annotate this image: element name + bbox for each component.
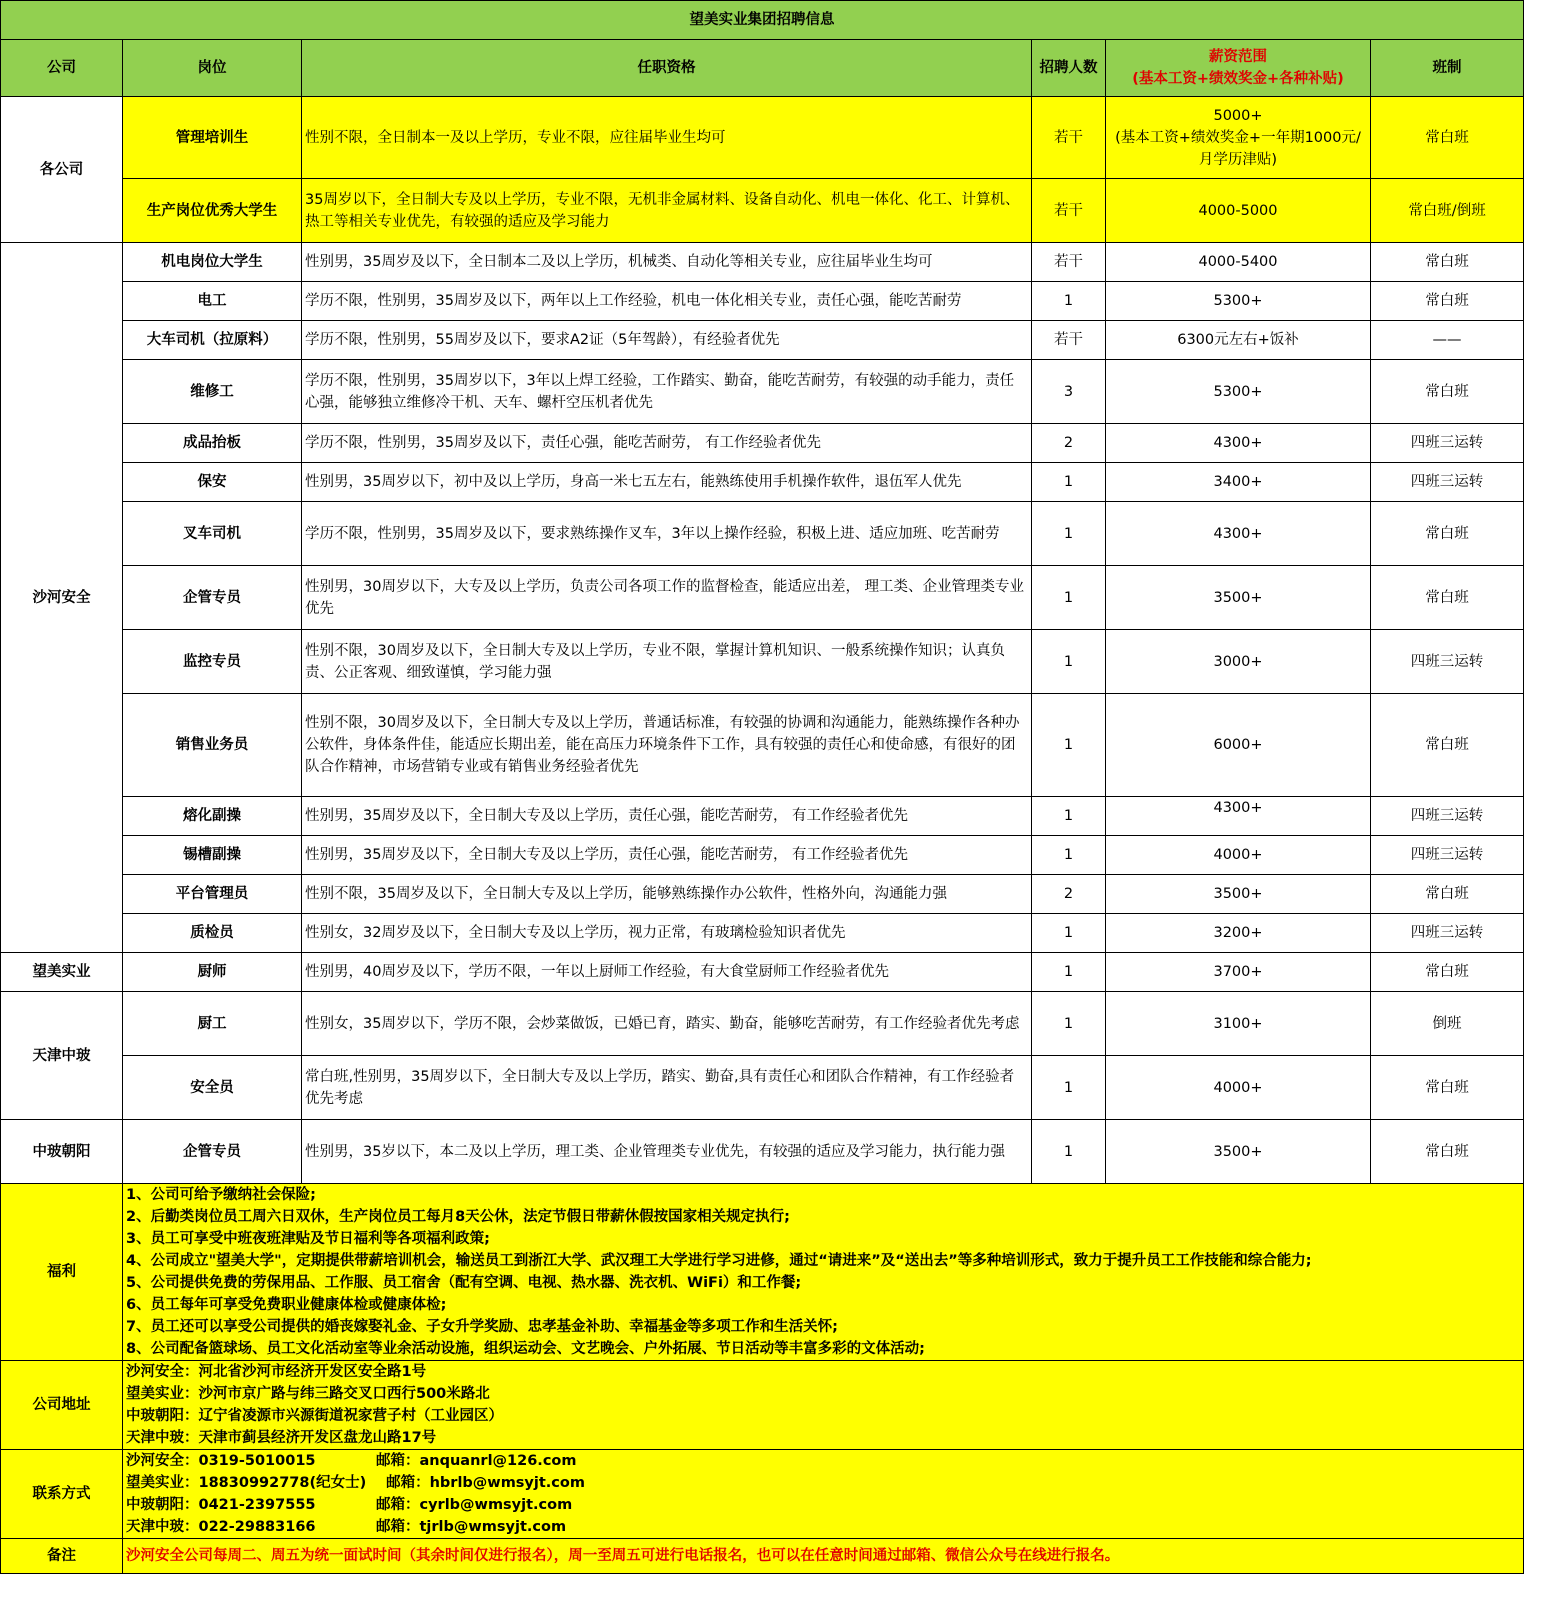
salary-cell: 3500+ — [1106, 566, 1371, 630]
shift-cell: 常白班 — [1371, 1120, 1524, 1184]
shift-cell: 常白班 — [1371, 953, 1524, 992]
company-cell: 沙河安全 — [1, 243, 123, 953]
benefit-item: 3、员工可享受中班夜班津贴及节日福利等各项福利政策; — [126, 1231, 490, 1247]
count-cell: 若干 — [1032, 97, 1106, 179]
header-position: 岗位 — [123, 40, 302, 97]
benefit-item: 8、公司配备篮球场、员工文化活动室等业余活动设施，组织运动会、文艺晚会、户外拓展、节日活动等丰富多彩的文体活动; — [126, 1341, 925, 1357]
requirements-cell: 性别不限，30周岁及以下，全日制大专及以上学历，普通话标准，有较强的协调和沟通能力，能熟练操作各种办公软件，身体条件佳，能适应长期出差，能在高压力环境条件下工作，具有较强的责任心和使命感，有很好的团队合作精神，市场营销专业或有销售业务经验者优先 — [302, 694, 1032, 797]
contact-item — [126, 1494, 1520, 1516]
salary-cell: 3400+ — [1106, 463, 1371, 502]
contact-row — [1, 1450, 1524, 1539]
salary-cell: 3700+ — [1106, 953, 1371, 992]
address-item: 天津中玻：天津市蓟县经济开发区盘龙山路17号 — [126, 1430, 437, 1446]
count-cell: 1 — [1032, 282, 1106, 321]
requirements-cell: 性别男，30周岁以下，大专及以上学历，负责公司各项工作的监督检查，能适应出差， 理工类、企业管理类专业优先 — [302, 566, 1032, 630]
shift-cell: 四班三运转 — [1371, 463, 1524, 502]
salary-cell: 4000-5400 — [1106, 243, 1371, 282]
requirements-cell: 性别男，35周岁及以下，全日制大专及以上学历，责任心强，能吃苦耐劳， 有工作经验者优先 — [302, 836, 1032, 875]
contact-email[interactable]: 邮箱：hbrlb@wmsyjt.com — [376, 1475, 585, 1491]
company-cell: 中玻朝阳 — [1, 1120, 123, 1184]
benefits-row — [1, 1184, 1524, 1361]
position-cell: 监控专员 — [123, 630, 302, 694]
table-row — [1, 953, 1524, 992]
position-cell: 销售业务员 — [123, 694, 302, 797]
shift-cell: 常白班 — [1371, 1056, 1524, 1120]
shift-cell: 四班三运转 — [1371, 797, 1524, 836]
count-cell: 1 — [1032, 1056, 1106, 1120]
position-cell: 生产岗位优秀大学生 — [123, 179, 302, 243]
contact-email[interactable]: 邮箱：tjrlb@wmsyjt.com — [376, 1519, 567, 1535]
table-row — [1, 97, 1524, 179]
address-label: 公司地址 — [1, 1361, 123, 1450]
count-cell: 2 — [1032, 875, 1106, 914]
contact-item — [126, 1472, 1520, 1494]
table-row — [1, 566, 1524, 630]
position-cell: 保安 — [123, 463, 302, 502]
shift-cell: 常白班 — [1371, 243, 1524, 282]
header-salary — [1106, 40, 1371, 97]
shift-cell: 常白班 — [1371, 694, 1524, 797]
shift-cell: —— — [1371, 321, 1524, 360]
contact-phone: 沙河安全：0319-5010015 — [126, 1453, 316, 1469]
table-row — [1, 630, 1524, 694]
count-cell: 若干 — [1032, 243, 1106, 282]
contact-list — [123, 1450, 1524, 1539]
contact-item — [126, 1450, 1520, 1472]
address-row — [1, 1361, 1524, 1450]
table-row — [1, 797, 1524, 836]
position-cell: 成品抬板 — [123, 424, 302, 463]
table-row — [1, 502, 1524, 566]
benefit-item: 5、公司提供免费的劳保用品、工作服、员工宿舍（配有空调、电视、热水器、洗衣机、WiFi）和工作餐; — [126, 1275, 802, 1291]
count-cell: 1 — [1032, 836, 1106, 875]
salary-cell: 3500+ — [1106, 1120, 1371, 1184]
count-cell: 1 — [1032, 566, 1106, 630]
requirements-cell: 常白班,性别男，35周岁以下，全日制大专及以上学历，踏实、勤奋,具有责任心和团队合作精神，有工作经验者优先考虑 — [302, 1056, 1032, 1120]
position-cell: 电工 — [123, 282, 302, 321]
header-salary-note: (基本工资+绩效奖金+各种补贴) — [1132, 71, 1344, 87]
table-row — [1, 694, 1524, 797]
position-cell: 管理培训生 — [123, 97, 302, 179]
contact-phone: 望美实业：18830992778(纪女士) — [126, 1475, 367, 1491]
shift-cell: 倒班 — [1371, 992, 1524, 1056]
table-row — [1, 1056, 1524, 1120]
count-cell: 1 — [1032, 630, 1106, 694]
position-cell: 安全员 — [123, 1056, 302, 1120]
position-cell: 大车司机（拉原料） — [123, 321, 302, 360]
requirements-cell: 性别女，32周岁及以下，全日制大专及以上学历，视力正常，有玻璃检验知识者优先 — [302, 914, 1032, 953]
requirements-cell: 性别不限，全日制本一及以上学历，专业不限，应往届毕业生均可 — [302, 97, 1032, 179]
salary-cell: 4300+ — [1106, 502, 1371, 566]
position-cell: 机电岗位大学生 — [123, 243, 302, 282]
count-cell: 2 — [1032, 424, 1106, 463]
requirements-cell: 学历不限，性别男，35周岁及以下，两年以上工作经验，机电一体化相关专业，责任心强，能吃苦耐劳 — [302, 282, 1032, 321]
position-cell: 厨工 — [123, 992, 302, 1056]
salary-cell: 4300+ — [1106, 424, 1371, 463]
count-cell: 1 — [1032, 463, 1106, 502]
benefit-item: 6、员工每年可享受免费职业健康体检或健康体检; — [126, 1297, 447, 1313]
position-cell: 企管专员 — [123, 566, 302, 630]
salary-cell: 4300+ — [1106, 797, 1371, 836]
count-cell: 3 — [1032, 360, 1106, 424]
position-cell: 厨师 — [123, 953, 302, 992]
shift-cell: 四班三运转 — [1371, 836, 1524, 875]
company-cell: 各公司 — [1, 97, 123, 243]
count-cell: 1 — [1032, 797, 1106, 836]
position-cell: 平台管理员 — [123, 875, 302, 914]
header-requirements: 任职资格 — [302, 40, 1032, 97]
table-row — [1, 836, 1524, 875]
count-cell: 1 — [1032, 953, 1106, 992]
requirements-cell: 性别不限，35周岁及以下，全日制大专及以上学历，能够熟练操作办公软件，性格外向，沟通能力强 — [302, 875, 1032, 914]
salary-cell: 6000+ — [1106, 694, 1371, 797]
contact-phone: 天津中玻：022-29883166 — [126, 1519, 316, 1535]
count-cell: 1 — [1032, 694, 1106, 797]
requirements-cell: 性别男，35周岁以下，初中及以上学历，身高一米七五左右，能熟练使用手机操作软件，退伍军人优先 — [302, 463, 1032, 502]
salary-cell: 3200+ — [1106, 914, 1371, 953]
requirements-cell: 35周岁以下，全日制大专及以上学历，专业不限，无机非金属材料、设备自动化、机电一体化、化工、计算机、热工等相关专业优先，有较强的适应及学习能力 — [302, 179, 1032, 243]
count-cell: 1 — [1032, 992, 1106, 1056]
position-cell: 维修工 — [123, 360, 302, 424]
count-cell: 1 — [1032, 914, 1106, 953]
benefit-item: 4、公司成立"望美大学"，定期提供带薪培训机会，输送员工到浙江大学、武汉理工大学进行学习进修，通过“请进来”及“送出去”等多种培训形式，致力于提升员工工作技能和综合能力; — [126, 1253, 1312, 1269]
requirements-cell: 学历不限，性别男，55周岁及以下，要求A2证（5年驾龄），有经验者优先 — [302, 321, 1032, 360]
salary-cell: 4000-5000 — [1106, 179, 1371, 243]
table-row — [1, 463, 1524, 502]
salary-cell: 3500+ — [1106, 875, 1371, 914]
table-row — [1, 875, 1524, 914]
requirements-cell: 性别不限，30周岁及以下，全日制大专及以上学历，专业不限，掌握计算机知识、一般系统操作知识；认真负责、公正客观、细致谨慎，学习能力强 — [302, 630, 1032, 694]
count-cell: 若干 — [1032, 179, 1106, 243]
table-row — [1, 424, 1524, 463]
benefits-list — [123, 1184, 1524, 1361]
header-salary-title: 薪资范围 — [1209, 49, 1267, 65]
position-cell: 叉车司机 — [123, 502, 302, 566]
address-item: 沙河安全：河北省沙河市经济开发区安全路1号 — [126, 1364, 427, 1380]
benefit-item: 1、公司可给予缴纳社会保险; — [126, 1187, 316, 1203]
address-item: 中玻朝阳：辽宁省凌源市兴源街道祝家营子村（工业园区） — [126, 1408, 503, 1424]
contact-email[interactable]: 邮箱：anquanrl@126.com — [376, 1453, 577, 1469]
shift-cell: 常白班 — [1371, 360, 1524, 424]
table-row — [1, 1120, 1524, 1184]
requirements-cell: 学历不限，性别男，35周岁及以下，要求熟练操作叉车，3年以上操作经验，积极上进、适应加班、吃苦耐劳 — [302, 502, 1032, 566]
salary-cell: 4000+ — [1106, 1056, 1371, 1120]
shift-cell: 常白班 — [1371, 282, 1524, 321]
requirements-cell: 性别男，40周岁及以下，学历不限，一年以上厨师工作经验，有大食堂厨师工作经验者优先 — [302, 953, 1032, 992]
company-cell: 天津中玻 — [1, 992, 123, 1120]
salary-cell: 3100+ — [1106, 992, 1371, 1056]
requirements-cell: 学历不限，性别男，35周岁及以下，责任心强，能吃苦耐劳， 有工作经验者优先 — [302, 424, 1032, 463]
position-cell: 质检员 — [123, 914, 302, 953]
address-list — [123, 1361, 1524, 1450]
company-cell: 望美实业 — [1, 953, 123, 992]
count-cell: 1 — [1032, 502, 1106, 566]
table-title: 望美实业集团招聘信息 — [1, 1, 1524, 40]
contact-phone: 中玻朝阳：0421-2397555 — [126, 1497, 316, 1513]
requirements-cell: 性别男，35周岁及以下，全日制大专及以上学历，责任心强，能吃苦耐劳， 有工作经验者优先 — [302, 797, 1032, 836]
count-cell: 1 — [1032, 1120, 1106, 1184]
shift-cell: 四班三运转 — [1371, 914, 1524, 953]
salary-cell: 4000+ — [1106, 836, 1371, 875]
requirements-cell: 学历不限，性别男，35周岁以下，3年以上焊工经验，工作踏实、勤奋，能吃苦耐劳，有较强的动手能力，责任心强，能够独立维修冷干机、天车、螺杆空压机者优先 — [302, 360, 1032, 424]
table-row — [1, 321, 1524, 360]
shift-cell: 常白班 — [1371, 566, 1524, 630]
salary-cell: 3000+ — [1106, 630, 1371, 694]
shift-cell: 四班三运转 — [1371, 424, 1524, 463]
requirements-cell: 性别女，35周岁以下，学历不限，会炒菜做饭，已婚已育，踏实、勤奋，能够吃苦耐劳，有工作经验者优先考虑 — [302, 992, 1032, 1056]
shift-cell: 四班三运转 — [1371, 630, 1524, 694]
header-count: 招聘人数 — [1032, 40, 1106, 97]
shift-cell: 常白班 — [1371, 502, 1524, 566]
contact-item — [126, 1516, 1520, 1538]
table-row — [1, 179, 1524, 243]
requirements-cell: 性别男，35岁以下，本二及以上学历，理工类、企业管理类专业优先，有较强的适应及学习能力，执行能力强 — [302, 1120, 1032, 1184]
contact-label: 联系方式 — [1, 1450, 123, 1539]
contact-email[interactable]: 邮箱：cyrlb@wmsyjt.com — [376, 1497, 573, 1513]
salary-cell: 5000+ (基本工资+绩效奖金+一年期1000元/月学历津贴) — [1106, 97, 1371, 179]
requirements-cell: 性别男，35周岁及以下，全日制本二及以上学历，机械类、自动化等相关专业，应往届毕业生均可 — [302, 243, 1032, 282]
header-company: 公司 — [1, 40, 123, 97]
notes-row — [1, 1539, 1524, 1574]
salary-cell: 5300+ — [1106, 282, 1371, 321]
table-row — [1, 992, 1524, 1056]
benefit-item: 7、员工还可以享受公司提供的婚丧嫁娶礼金、子女升学奖励、忠孝基金补助、幸福基金等多项工作和生活关怀; — [126, 1319, 838, 1335]
shift-cell: 常白班/倒班 — [1371, 179, 1524, 243]
shift-cell: 常白班 — [1371, 97, 1524, 179]
benefits-label: 福利 — [1, 1184, 123, 1361]
notes-label: 备注 — [1, 1539, 123, 1574]
table-row — [1, 243, 1524, 282]
benefit-item: 2、后勤类岗位员工周六日双休，生产岗位员工每月8天公休，法定节假日带薪休假按国家相关规定执行; — [126, 1209, 790, 1225]
position-cell: 熔化副操 — [123, 797, 302, 836]
header-shift: 班制 — [1371, 40, 1524, 97]
shift-cell: 常白班 — [1371, 875, 1524, 914]
notes-text: 沙河安全公司每周二、周五为统一面试时间（其余时间仅进行报名），周一至周五可进行电话报名，也可以在任意时间通过邮箱、微信公众号在线进行报名。 — [123, 1539, 1524, 1574]
table-row — [1, 360, 1524, 424]
count-cell: 若干 — [1032, 321, 1106, 360]
position-cell: 锡槽副操 — [123, 836, 302, 875]
address-item: 望美实业：沙河市京广路与纬三路交叉口西行500米路北 — [126, 1386, 490, 1402]
table-row — [1, 914, 1524, 953]
salary-cell: 5300+ — [1106, 360, 1371, 424]
salary-cell: 6300元左右+饭补 — [1106, 321, 1371, 360]
table-row — [1, 282, 1524, 321]
position-cell: 企管专员 — [123, 1120, 302, 1184]
